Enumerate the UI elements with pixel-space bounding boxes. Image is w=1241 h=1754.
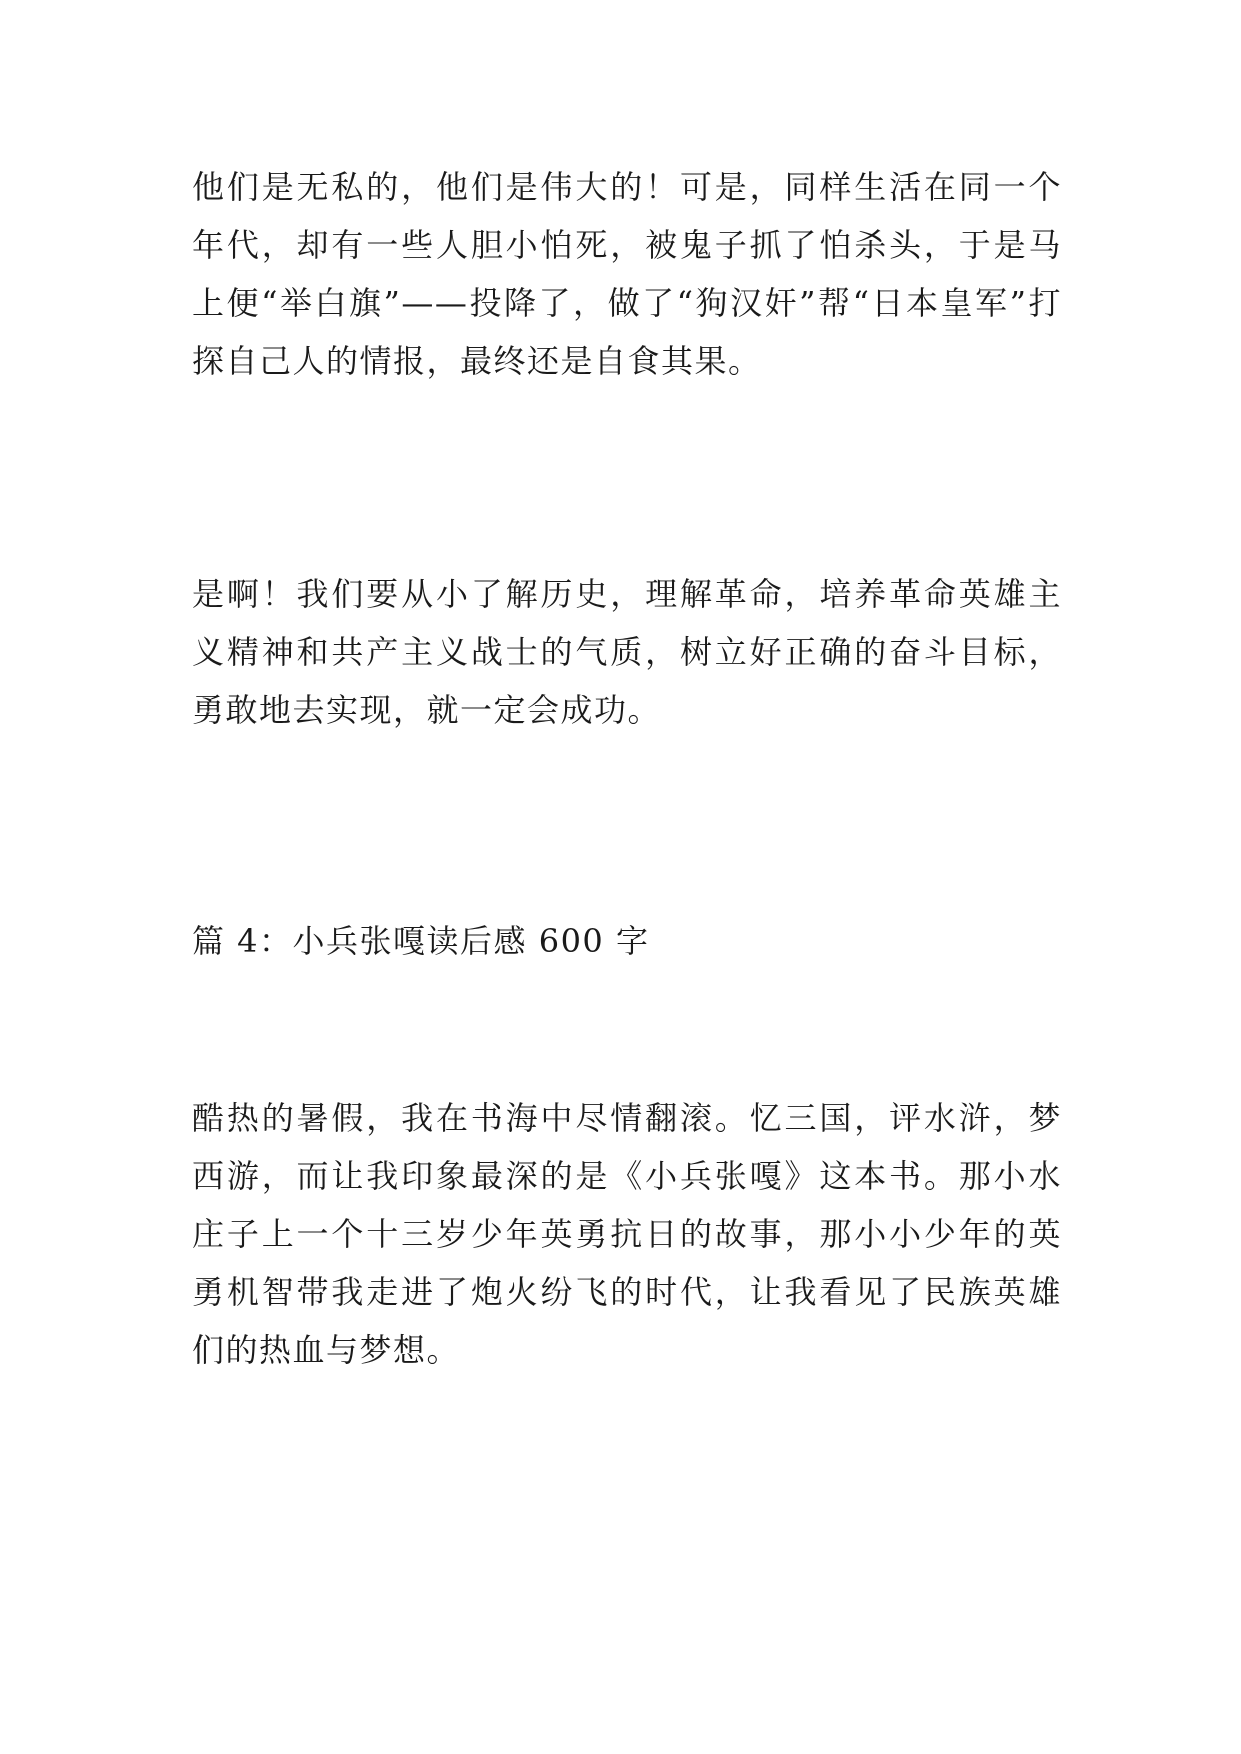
section-heading: 篇 4：小兵张嘎读后感 600 字 bbox=[192, 922, 650, 960]
paragraph-learn-history: 是啊！我们要从小了解历史，理解革命，培养革命英雄主义精神和共产主义战士的气质，树立好正确的奋斗目标，勇敢地去实现，就一定会成功。 bbox=[192, 575, 1062, 729]
paragraph-summer-reading: 酷热的暑假，我在书海中尽情翻滚。忆三国，评水浒，梦西游，而让我印象最深的是《小兵张嘎》这本书。那小水庄子上一个十三岁少年英勇抗日的故事，那小小少年的英勇机智带我走进了炮火纷飞的时代，让我看见了民族英雄们的热血与梦想。 bbox=[192, 1099, 1062, 1369]
paragraph-heroes-traitors: 他们是无私的，他们是伟大的！可是，同样生活在同一个年代，却有一些人胆小怕死，被鬼子抓了怕杀头，于是马上便“举白旗”——投降了，做了“狗汉奸”帮“日本皇军”打探自己人的情报，最终还是自食其果。 bbox=[192, 168, 1062, 380]
